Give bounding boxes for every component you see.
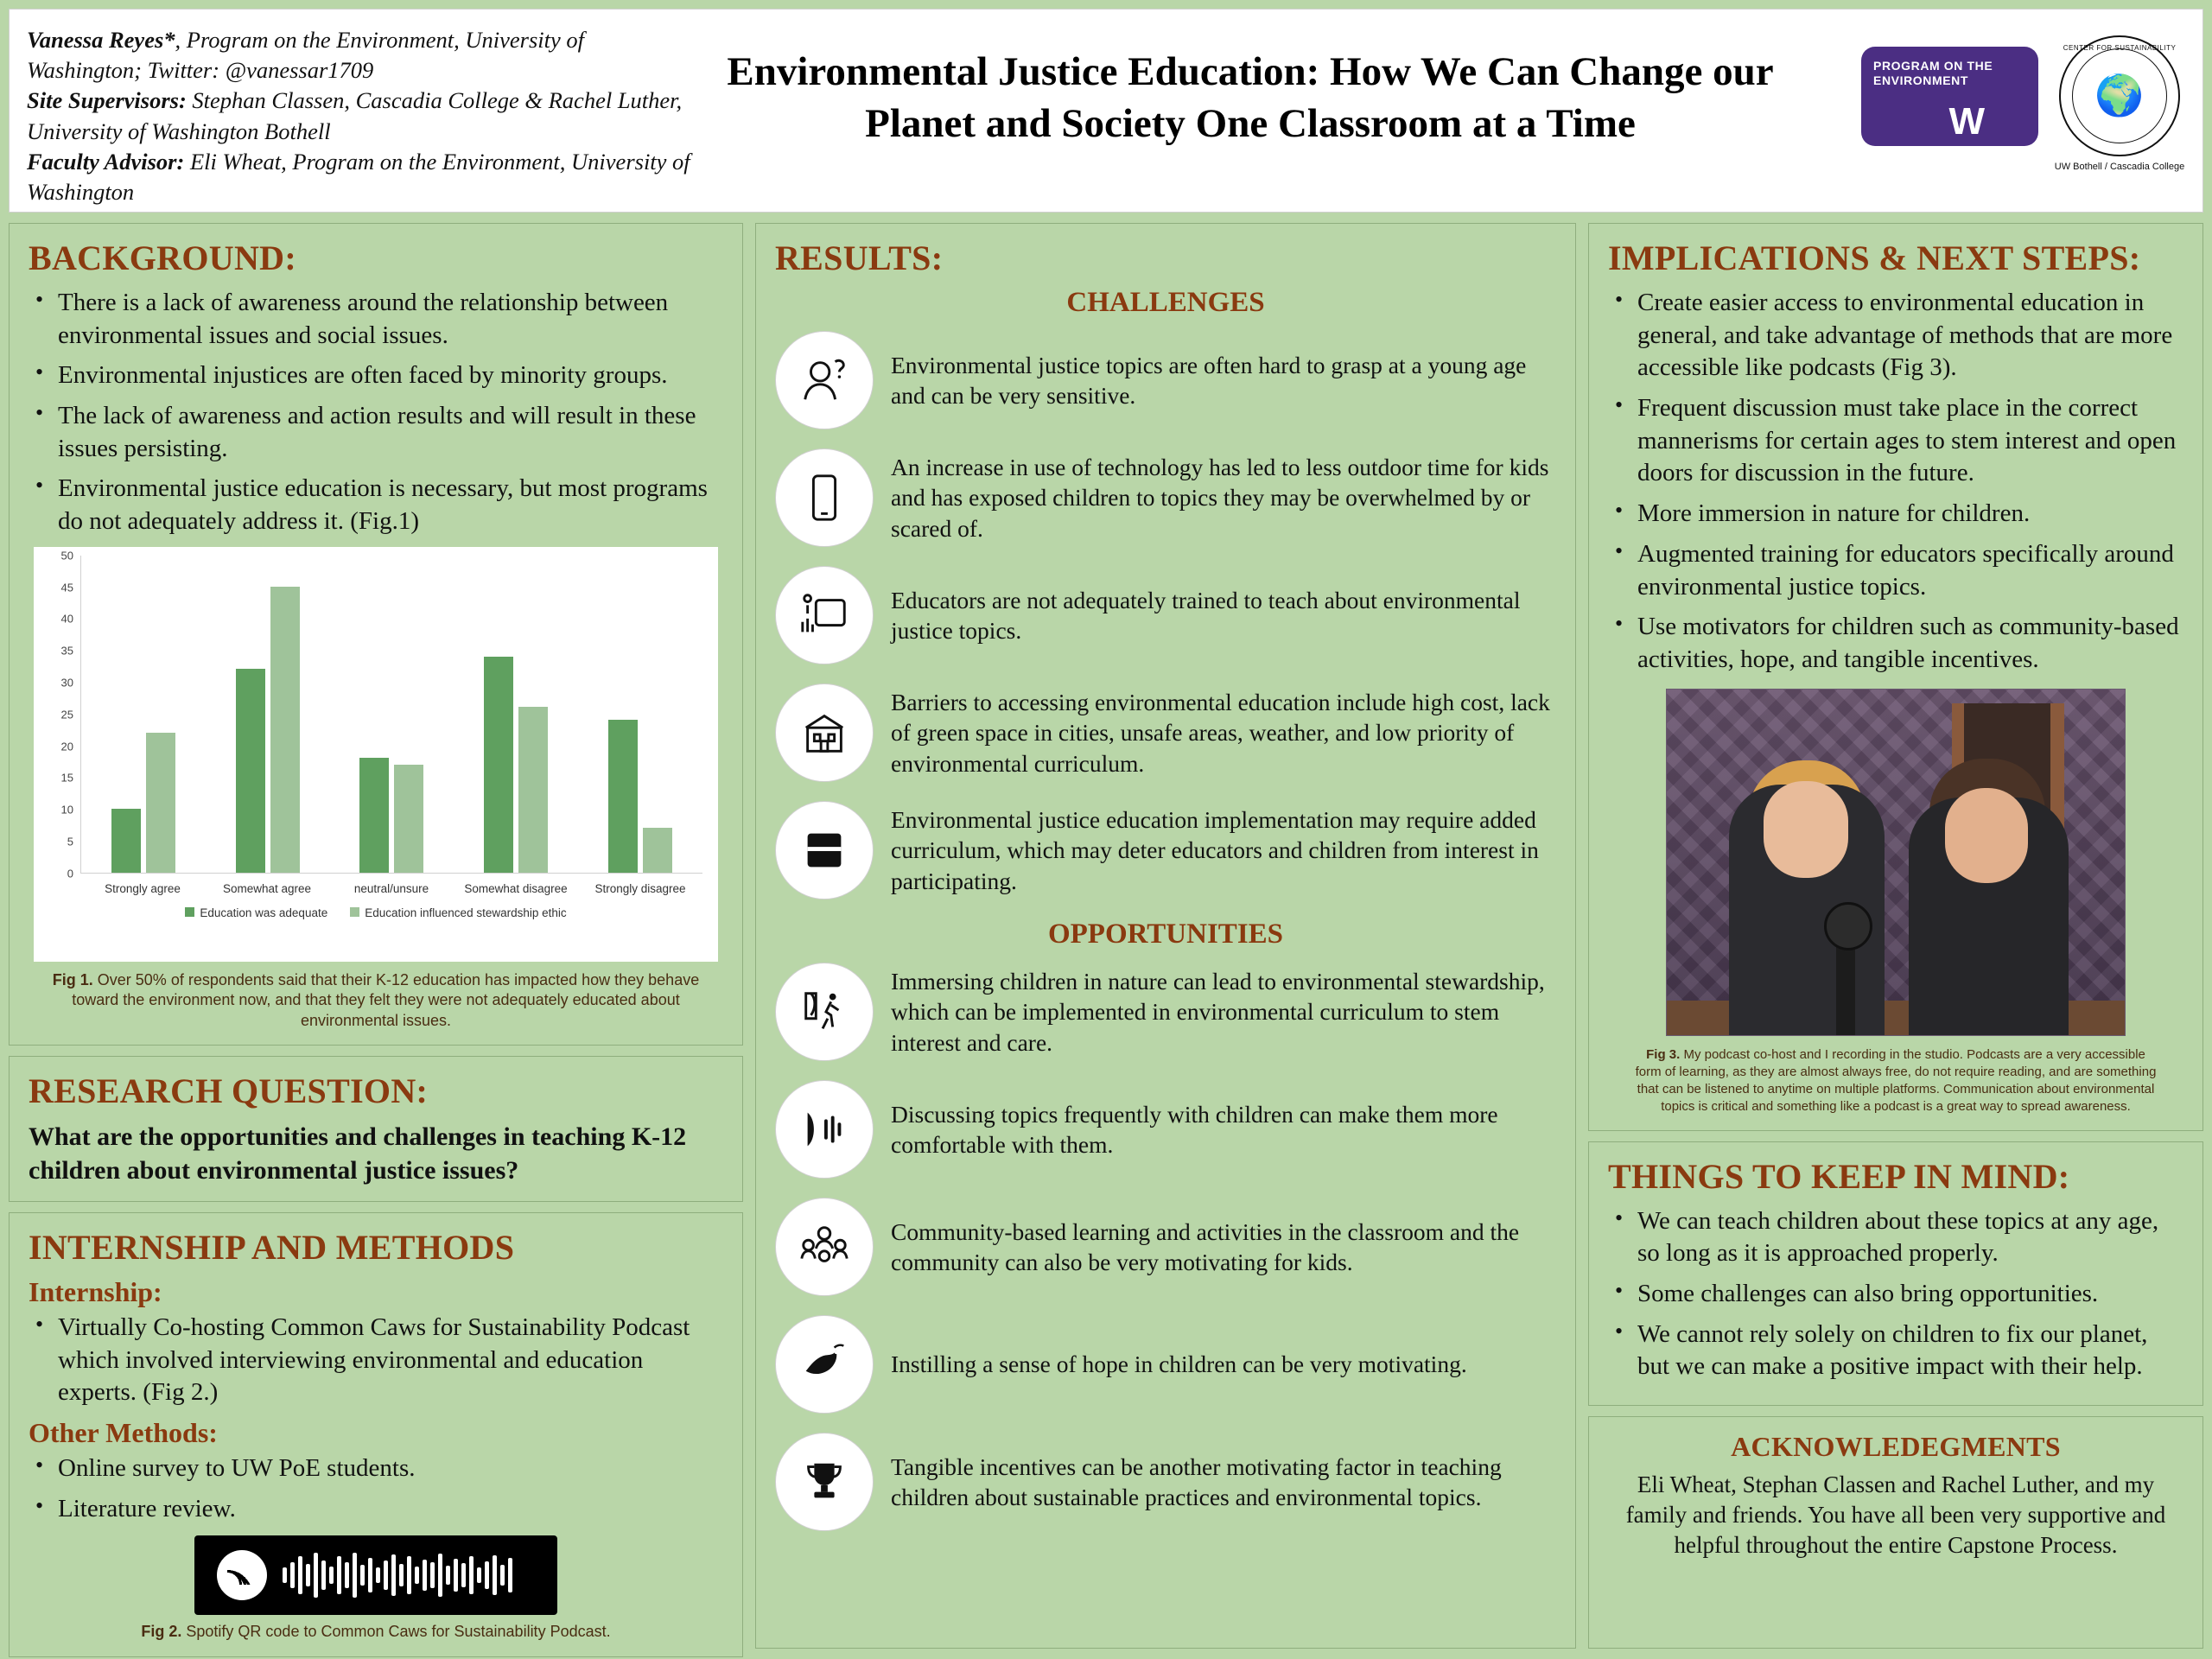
- spotify-code-bar: [430, 1562, 435, 1588]
- opportunity-item: [775, 963, 1556, 1061]
- legend-swatch-icon: [185, 907, 194, 917]
- internship-subheading: Internship:: [29, 1275, 162, 1307]
- opportunity-text: Tangible incentives can be another motivating factor in teaching children about sustainable practices and environmental topics.: [891, 1452, 1502, 1510]
- challenge-item: [775, 566, 1556, 664]
- spotify-code-bar: [360, 1565, 365, 1586]
- spotify-code-bar: [493, 1555, 497, 1595]
- chart-y-tick: 15: [60, 771, 73, 785]
- list-item: • There is a lack of awareness around the relationship between environmental issues and social issues.: [58, 287, 723, 352]
- list-item: • Augmented training for educators specifically around environmental justice topics.: [1637, 538, 2183, 603]
- figure-2-caption-label: Fig 2.: [141, 1623, 182, 1641]
- spotify-code-bar: [446, 1566, 450, 1585]
- challenge-item: [775, 448, 1556, 547]
- chart-y-tick: 5: [67, 835, 73, 849]
- research-question-heading: RESEARCH QUESTION:: [29, 1071, 429, 1110]
- school-building-icon: [775, 683, 874, 782]
- spotify-code-bar: [321, 1560, 326, 1590]
- poster-header: [9, 9, 2203, 213]
- spotify-code-bar: [423, 1560, 427, 1591]
- legend-item-series2: [350, 906, 566, 919]
- figure-3-photo: [1666, 689, 2126, 1036]
- background-heading: BACKGROUND:: [29, 238, 296, 277]
- challenge-text: Environmental justice topics are often hard to grasp at a young age and can be very sensitive.: [891, 351, 1527, 409]
- opportunity-text: Community-based learning and activities in the classroom and the community can also be very motivating for kids.: [891, 1217, 1520, 1275]
- hiking-nature-icon: [775, 963, 874, 1061]
- spotify-code-bar: [329, 1567, 334, 1584]
- legend-label: Education influenced stewardship ethic: [365, 906, 567, 919]
- advisor-label: Faculty Advisor:: [27, 148, 185, 175]
- list-item: • Online survey to UW PoE students.: [58, 1452, 723, 1485]
- methods-heading: INTERNSHIP AND METHODS: [29, 1227, 515, 1267]
- opportunity-item: [775, 1080, 1556, 1179]
- spotify-code-bar: [337, 1556, 341, 1594]
- background-bullets: [29, 287, 723, 538]
- spotify-code-bar: [454, 1559, 458, 1592]
- chart-y-tick: 35: [60, 644, 73, 658]
- uw-w-mark: W: [1948, 99, 1985, 143]
- methods-panel: [9, 1212, 743, 1657]
- spotify-code-bar: [345, 1562, 349, 1588]
- chart-bar: [608, 720, 638, 873]
- chart-y-tick: 50: [60, 549, 73, 563]
- chart-x-tick: Somewhat agree: [222, 882, 312, 896]
- smartphone-icon: [775, 448, 874, 547]
- seal-ring-text: CENTER FOR SUSTAINABILITY: [2063, 44, 2177, 52]
- acknowledgements-heading: ACKNOWLEDEGMENTS: [1731, 1431, 2061, 1462]
- person-question-icon: [775, 331, 874, 429]
- figure-1-chart: [34, 547, 718, 962]
- implications-heading: IMPLICATIONS & NEXT STEPS:: [1608, 238, 2141, 277]
- middle-column: [755, 223, 1576, 1649]
- chart-bar: [643, 828, 672, 873]
- trophy-icon: [775, 1433, 874, 1531]
- chart-bar: [111, 809, 141, 873]
- seal-inner: [2072, 48, 2167, 143]
- figure-2-caption-text: Spotify QR code to Common Caws for Sustainability Podcast.: [181, 1623, 611, 1641]
- list-item: • Environmental injustices are often faced by minority groups.: [58, 359, 723, 392]
- chart-y-tick: 45: [60, 581, 73, 594]
- implications-panel: [1588, 223, 2203, 1131]
- opportunities-heading: OPPORTUNITIES: [1047, 918, 1284, 950]
- uw-poe-logo: [1861, 47, 2038, 146]
- chart-bar: [146, 733, 175, 873]
- author-affiliation: , Program on the Environment, University of Washington; Twitter: @vanessar1709: [27, 27, 585, 84]
- figure-1-caption-label: Fig 1.: [52, 970, 93, 988]
- keep-in-mind-panel: [1588, 1141, 2203, 1406]
- figure-3-caption: [1632, 1046, 2159, 1116]
- legend-item-series1: [185, 906, 327, 919]
- figure-3-caption-text: My podcast co-host and I recording in the studio. Podcasts are a very accessible form of learning, as they are almost always free, do not require reading, and are something that can be listened to anytime on multiple platforms. Communication about environmental topics is critical and something like a podcast is a great way to spread awareness.: [1635, 1046, 2157, 1115]
- spotify-icon: [217, 1550, 267, 1600]
- chart-x-tick: neutral/unsure: [353, 882, 429, 896]
- spotify-code-bar: [407, 1556, 411, 1594]
- author-block: [10, 10, 701, 207]
- challenge-item: [775, 331, 1556, 429]
- chart-bar: [394, 765, 423, 873]
- opportunity-text: Immersing children in nature can lead to environmental stewardship, which can be implemented in environmental curriculum to stem interest and care.: [891, 968, 1545, 1056]
- chart-bar-group: [91, 556, 196, 873]
- spotify-code-bar: [399, 1564, 404, 1586]
- chart-x-labels: [80, 882, 702, 896]
- spotify-code-bar: [477, 1567, 481, 1583]
- book-icon: [775, 801, 874, 899]
- chart-bar: [518, 707, 548, 872]
- background-panel: [9, 223, 743, 1046]
- other-methods-subheading: Other Methods:: [29, 1417, 218, 1449]
- challenge-item: [775, 683, 1556, 782]
- spotify-code-bar: [415, 1567, 419, 1584]
- chart-bar-group: [339, 556, 444, 873]
- spotify-code-bar: [500, 1565, 505, 1586]
- opportunity-item: [775, 1433, 1556, 1531]
- chart-bar-group: [463, 556, 569, 873]
- keep-in-mind-bullets: [1608, 1205, 2183, 1383]
- list-item: • Some challenges can also bring opportunities.: [1637, 1278, 2183, 1311]
- implications-bullets: [1608, 287, 2183, 677]
- legend-label: Education was adequate: [200, 906, 328, 919]
- chart-y-tick: 25: [60, 708, 73, 721]
- list-item: • Frequent discussion must take place in the correct mannerisms for certain ages to stem interest and open doors for discussion in the future.: [1637, 392, 2183, 490]
- spotify-code-bar: [298, 1556, 302, 1594]
- spotify-code-bar: [283, 1567, 287, 1583]
- chart-bars: [80, 556, 702, 874]
- chart-bar: [236, 669, 265, 873]
- challenge-text: Barriers to accessing environmental education include high cost, lack of green space in cities, unsafe areas, weather, and low priority of environmental curriculum.: [891, 689, 1550, 777]
- left-column: [9, 223, 743, 1649]
- figure-1-caption: [42, 970, 709, 1031]
- challenge-text: Environmental justice education implementation may require added curriculum, which may deter educators and children from interest in participating.: [891, 806, 1539, 894]
- teacher-board-icon: [775, 566, 874, 664]
- sustainability-seal-icon: [2054, 35, 2185, 172]
- chart-y-tick: 10: [60, 803, 73, 817]
- list-item: • Literature review.: [58, 1493, 723, 1526]
- list-item: • The lack of awareness and action results and will result in these issues persisting.: [58, 400, 723, 465]
- chart-legend: [42, 906, 709, 919]
- spotify-code-bar: [353, 1553, 357, 1598]
- spotify-code-bar: [376, 1567, 380, 1583]
- research-question-panel: [9, 1056, 743, 1202]
- keep-in-mind-heading: THINGS TO KEEP IN MIND:: [1608, 1156, 2070, 1196]
- list-item: • Virtually Co-hosting Common Caws for Sustainability Podcast which involved interviewing environmental and education experts. (Fig 2.): [58, 1312, 723, 1409]
- supervisors-label: Site Supervisors:: [27, 87, 187, 114]
- spotify-code-bar: [469, 1556, 474, 1594]
- spotify-code-bar: [508, 1558, 512, 1592]
- community-group-icon: [775, 1198, 874, 1296]
- spotify-code-bar: [461, 1563, 466, 1587]
- spotify-qr-code[interactable]: [194, 1535, 557, 1615]
- chart-plot-area: [60, 549, 702, 896]
- opportunity-item: [775, 1315, 1556, 1414]
- figure-2-caption: [42, 1622, 709, 1642]
- list-item: • Environmental justice education is necessary, but most programs do not adequately address it. (Fig.1): [58, 473, 723, 537]
- chart-y-tick: 30: [60, 676, 73, 690]
- chart-x-tick: Strongly disagree: [594, 882, 686, 896]
- spotify-code-bar: [314, 1553, 318, 1598]
- dove-hope-icon: [775, 1315, 874, 1414]
- studio-microphone-icon: [1836, 931, 1855, 1035]
- spotify-code-bar: [306, 1564, 310, 1586]
- opportunity-text: Discussing topics frequently with children can make them more comfortable with them.: [891, 1100, 1498, 1158]
- list-item: • We cannot rely solely on children to fix our planet, but we can make a positive impact with their help.: [1637, 1319, 2183, 1383]
- opportunity-item: [775, 1198, 1556, 1296]
- list-item: • Use motivators for children such as community-based activities, hope, and tangible incentives.: [1637, 611, 2183, 676]
- chart-bar: [359, 758, 389, 872]
- results-heading: RESULTS:: [775, 238, 944, 277]
- poster-body: [9, 223, 2203, 1649]
- advisor-text: Eli Wheat, Program on the Environment, University of Washington: [27, 148, 690, 206]
- uw-logo-line2: ENVIRONMENT: [1873, 73, 1969, 87]
- chart-x-tick: Somewhat disagree: [464, 882, 568, 896]
- challenge-text: Educators are not adequately trained to teach about environmental justice topics.: [891, 586, 1521, 644]
- chart-bar-group: [588, 556, 693, 873]
- person-2-face: [1945, 788, 2028, 883]
- challenges-heading: CHALLENGES: [1066, 287, 1265, 318]
- chart-bar: [270, 587, 300, 873]
- challenge-item: [775, 801, 1556, 899]
- other-methods-bullets: [29, 1452, 723, 1525]
- list-item: • More immersion in nature for children.: [1637, 498, 2183, 531]
- results-panel: [755, 223, 1576, 1649]
- spotify-code-bar: [368, 1558, 372, 1592]
- chart-x-tick: Strongly agree: [105, 882, 181, 896]
- spotify-code-bar: [485, 1561, 489, 1589]
- supervisors-text: Stephan Classen, Cascadia College & Rachel Luther, University of Washington Bothell: [27, 87, 683, 144]
- spotify-code-bar: [391, 1554, 396, 1596]
- seal-globe-icon: 🌍: [2094, 73, 2145, 118]
- right-column: [1588, 223, 2203, 1649]
- opportunity-text: Instilling a sense of hope in children can be very motivating.: [891, 1351, 1467, 1378]
- challenge-text: An increase in use of technology has led to less outdoor time for kids and has exposed children to topics they may be overwhelmed by or scared of.: [891, 454, 1549, 542]
- figure-1-caption-text: Over 50% of respondents said that their K-12 education has impacted how they behave toward the environment now, and that they felt they were not adequately educated about environmental issues.: [72, 970, 700, 1029]
- spotify-code-bar: [290, 1562, 295, 1588]
- chart-y-axis: [42, 549, 79, 880]
- spotify-code-bar: [384, 1560, 388, 1590]
- page-title: Environmental Justice Education: How We Can Change our Planet and Society One Classroom at a Time: [727, 49, 1774, 147]
- title-block: [701, 10, 1800, 149]
- speaking-voice-icon: [775, 1080, 874, 1179]
- seal-caption: UW Bothell / Cascadia College: [2054, 162, 2185, 172]
- legend-swatch-icon: [350, 907, 359, 917]
- uw-logo-line1: PROGRAM ON THE: [1873, 58, 1993, 73]
- chart-y-tick: 20: [60, 740, 73, 753]
- author-name: Vanessa Reyes*: [27, 27, 175, 53]
- internship-bullets: [29, 1312, 723, 1409]
- acknowledgements-panel: [1588, 1416, 2203, 1649]
- chart-bar-group: [215, 556, 321, 873]
- figure-3-caption-label: Fig 3.: [1646, 1046, 1681, 1062]
- spotify-code-bars: [283, 1551, 512, 1599]
- chart-y-tick: 40: [60, 612, 73, 626]
- spotify-code-bar: [438, 1554, 442, 1597]
- acknowledgements-text: Eli Wheat, Stephan Classen and Rachel Luther, and my family and friends. You have all been very supportive and helpful throughout the entire Capstone Process.: [1625, 1471, 2166, 1559]
- list-item: • We can teach children about these topics at any age, so long as it is approached properly.: [1637, 1205, 2183, 1270]
- chart-bar: [484, 657, 513, 873]
- logo-group: [1800, 10, 2202, 172]
- list-item: • Create easier access to environmental education in general, and take advantage of methods that are more accessible like podcasts (Fig 3).: [1637, 287, 2183, 385]
- person-1-face: [1764, 781, 1848, 878]
- chart-y-tick: 0: [67, 867, 73, 880]
- research-question-text: What are the opportunities and challenges in teaching K-12 children about environmental justice issues?: [29, 1122, 687, 1185]
